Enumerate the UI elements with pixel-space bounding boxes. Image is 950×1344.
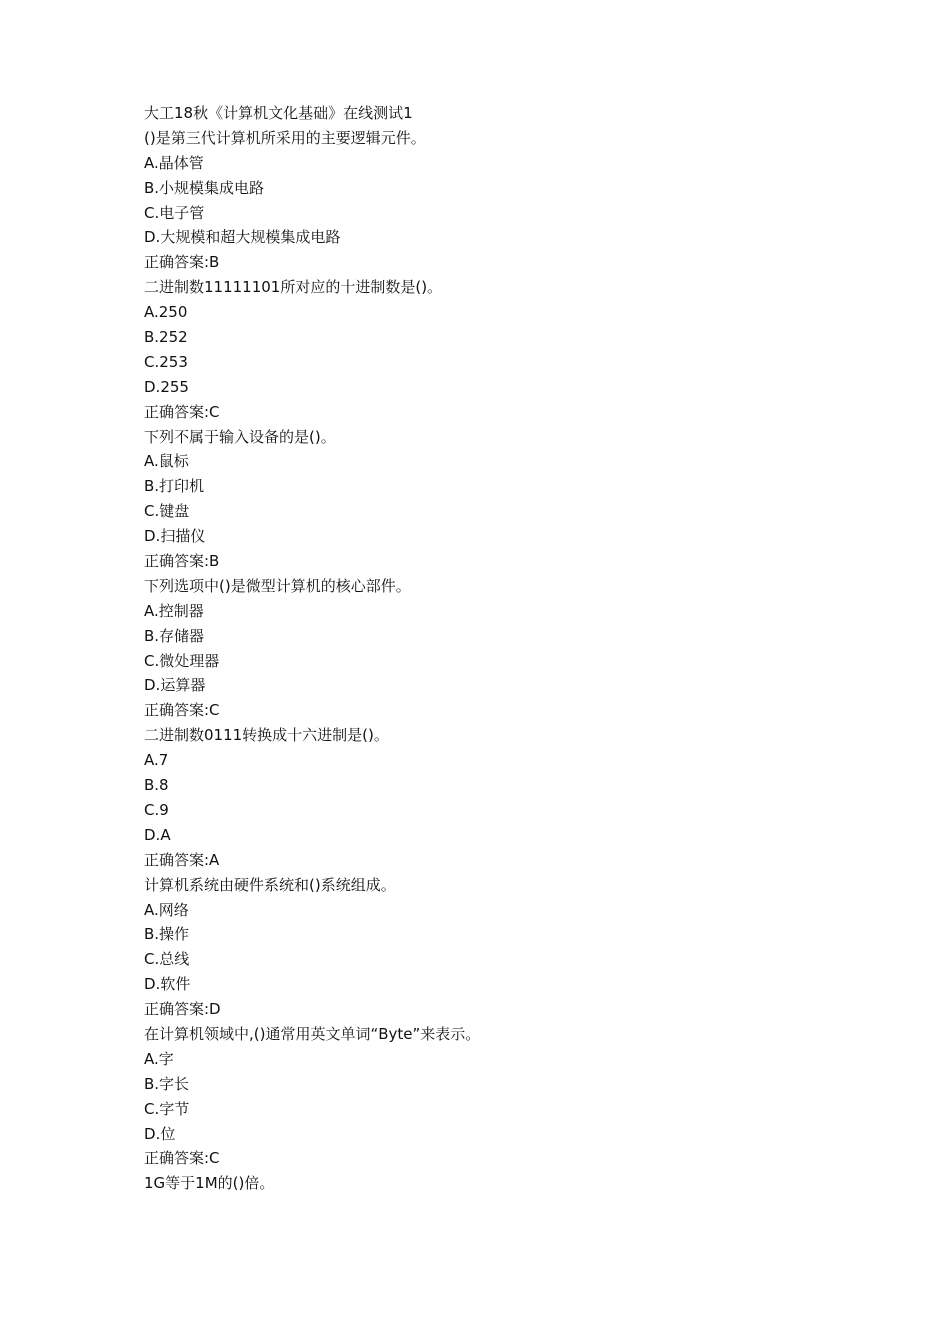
option-a: A.晶体管: [144, 153, 204, 172]
option-c: C.字节: [144, 1099, 190, 1118]
option-d: D.位: [144, 1124, 176, 1143]
question-stem: 二进制数0111转换成十六进制是()。: [144, 726, 389, 745]
correct-answer: 正确答案:A: [144, 850, 220, 869]
option-a: A.7: [144, 751, 169, 770]
correct-answer: 正确答案:D: [144, 1000, 221, 1019]
question-stem: 下列选项中()是微型计算机的核心部件。: [144, 576, 411, 595]
option-b: B.操作: [144, 925, 190, 944]
question-1: [144, 126, 844, 275]
option-c: C.9: [144, 800, 169, 819]
question-stem: 二进制数11111101所对应的十进制数是()。: [144, 278, 443, 297]
option-a: A.控制器: [144, 601, 204, 620]
option-a: A.网络: [144, 900, 189, 919]
question-stem: 在计算机领域中,()通常用英文单词“Byte”来表示。: [144, 1024, 481, 1043]
question-stem: 1G等于1M的()倍。: [144, 1174, 275, 1193]
question-6: [144, 873, 844, 1022]
question-3: [144, 425, 844, 574]
question-2: [144, 275, 844, 424]
option-c: C.253: [144, 352, 188, 371]
option-d: D.大规模和超大规模集成电路: [144, 228, 341, 247]
question-stem: 计算机系统由硬件系统和()系统组成。: [144, 875, 396, 894]
option-a: A.250: [144, 303, 188, 322]
document-page: [144, 101, 844, 1196]
option-a: A.鼠标: [144, 452, 189, 471]
option-d: D.运算器: [144, 676, 206, 695]
correct-answer: 正确答案:B: [144, 552, 220, 571]
option-c: C.电子管: [144, 203, 205, 222]
question-stem: ()是第三代计算机所采用的主要逻辑元件。: [144, 128, 426, 147]
question-stem: 下列不属于输入设备的是()。: [144, 427, 336, 446]
option-a: A.字: [144, 1049, 174, 1068]
correct-answer: 正确答案:C: [144, 402, 220, 421]
question-5: [144, 723, 844, 872]
option-c: C.总线: [144, 950, 190, 969]
option-b: B.252: [144, 328, 188, 347]
option-d: D.软件: [144, 975, 191, 994]
option-b: B.字长: [144, 1074, 190, 1093]
option-b: B.8: [144, 776, 169, 795]
option-d: D.扫描仪: [144, 527, 206, 546]
option-d: D.A: [144, 825, 171, 844]
option-c: C.键盘: [144, 502, 190, 521]
question-8: [144, 1171, 844, 1196]
question-7: [144, 1022, 844, 1171]
option-c: C.微处理器: [144, 651, 220, 670]
document-title: 大工18秋《计算机文化基础》在线测试1: [144, 104, 413, 122]
option-b: B.小规模集成电路: [144, 178, 265, 197]
option-d: D.255: [144, 377, 189, 396]
option-b: B.打印机: [144, 477, 205, 496]
correct-answer: 正确答案:B: [144, 253, 220, 272]
correct-answer: 正确答案:C: [144, 701, 220, 720]
question-4: [144, 574, 844, 723]
correct-answer: 正确答案:C: [144, 1149, 220, 1168]
option-b: B.存储器: [144, 626, 205, 645]
